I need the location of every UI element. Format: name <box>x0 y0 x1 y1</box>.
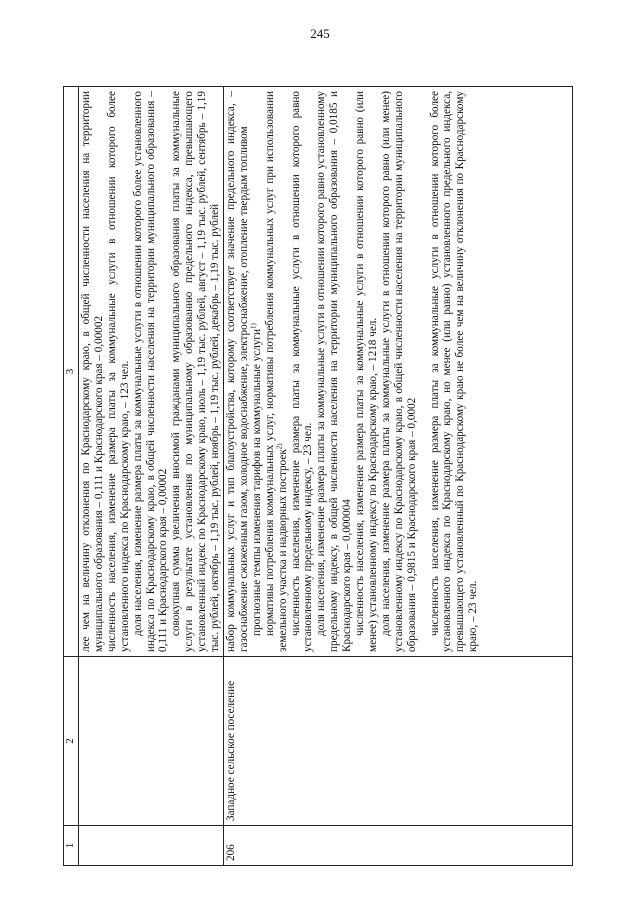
cell-number-empty <box>79 826 224 866</box>
text-paragraph <box>251 91 264 652</box>
text-paragraph: численность населения, изменение размера платы за коммунальные услуги в отношении которого равно установленному предельному индексу, – 23 чел. <box>289 91 315 652</box>
paragraph-text: нормативы потребления коммунальных услуг, нормативы потребления коммунальных услуг при использовании земельного участка и надворных построек <box>263 91 289 652</box>
row-number: 206 <box>223 826 572 866</box>
indices-table <box>63 86 573 866</box>
footnote-marker: 1) <box>249 323 258 330</box>
text-paragraph: численность населения, изменение размера платы за коммунальные услуги в отношении которого равно (или менее) установленному индексу по Краснодарскому краю, – 1218 чел. <box>354 91 379 652</box>
text-paragraph: лее чем на величину отклонения по Краснодарскому краю, в общей численности населения на территории муниципального образования – 0,111 и Краснодарского края – 0,00002 <box>80 91 105 652</box>
text-paragraph: численность населения, изменение размера платы за коммунальные услуги в отношении которого более установленного индекса по Краснодарскому краю, – 123 чел. <box>105 91 131 652</box>
header-col-3: 3 <box>64 87 79 657</box>
text-paragraph: численность населения, изменение размера платы за коммунальные услуги в отношении которого более установленного индекса по Краснодарскому краю, но менее (или равно) установленного предельного индекса, превышающего установленный по Краснодарскому краю не более чем на величину отклонения по Краснодарскому краю, – 23 чел. <box>428 91 480 652</box>
text-paragraph: доля населения, изменение размера платы за коммунальные услуги в отношении которого равно (или менее) установленному индексу по Краснодарскому краю, в общей численности населения на территории муниципального образования – 0,9815 и Краснодарского края – 0,0002 <box>379 91 418 652</box>
text-paragraph: доля населения, изменение размера платы за коммунальные услуги в отношении которого более установленного индекса по Краснодарскому краю, в общей численности населения на территории муниципального образования – 0,111 и Краснодарского края – 0,00002 <box>131 91 170 652</box>
header-col-1: 1 <box>64 826 79 866</box>
table-row-continued <box>79 87 224 866</box>
table-header-row <box>64 87 79 866</box>
page-number: 245 <box>310 26 330 41</box>
text-paragraph: доля населения, изменение размера платы за коммунальные услуги в отношении которого равно установленному предельному индексу, в общей численности населения на территории муниципального образования – 0,0185 и Краснодарского края – 0,000004 <box>315 91 354 652</box>
text-paragraph: набор коммунальных услуг и тип благоустройства, которому соответствует значение предельного индекса, – газоснабжение сжиженным газом, холодное водоснабжение, электроснабжение, отопление твердым топливом <box>224 91 250 652</box>
table-row <box>223 87 572 866</box>
municipality-name: Западное сельское поселение <box>223 657 572 826</box>
cell-continued-text <box>79 87 224 657</box>
rotated-table-wrapper <box>63 86 573 866</box>
cell-name-empty <box>79 657 224 826</box>
cell-description <box>223 87 572 657</box>
footnote-marker: 2) <box>274 443 283 450</box>
paragraph-text: прогнозные темпы изменения тарифов на коммунальные услуги <box>250 329 263 636</box>
text-paragraph: совокупная сумма увеличения вносимой гражданами муниципального образования платы за коммунальные услуги в результате установления по муниципальному образованию предельного индекса, превышающего установленный индекс по Краснодарскому краю, июль – 1,19 тыс. рублей, август – 1,19 тыс. рублей, сентябрь – 1,19 тыс. рублей, октябрь – 1,19 тыс. рублей, ноябрь – 1,19 тыс. рублей, декабрь – 1,19 тыс. рублей <box>170 91 222 652</box>
text-paragraph <box>264 91 290 652</box>
header-col-2: 2 <box>64 657 79 826</box>
